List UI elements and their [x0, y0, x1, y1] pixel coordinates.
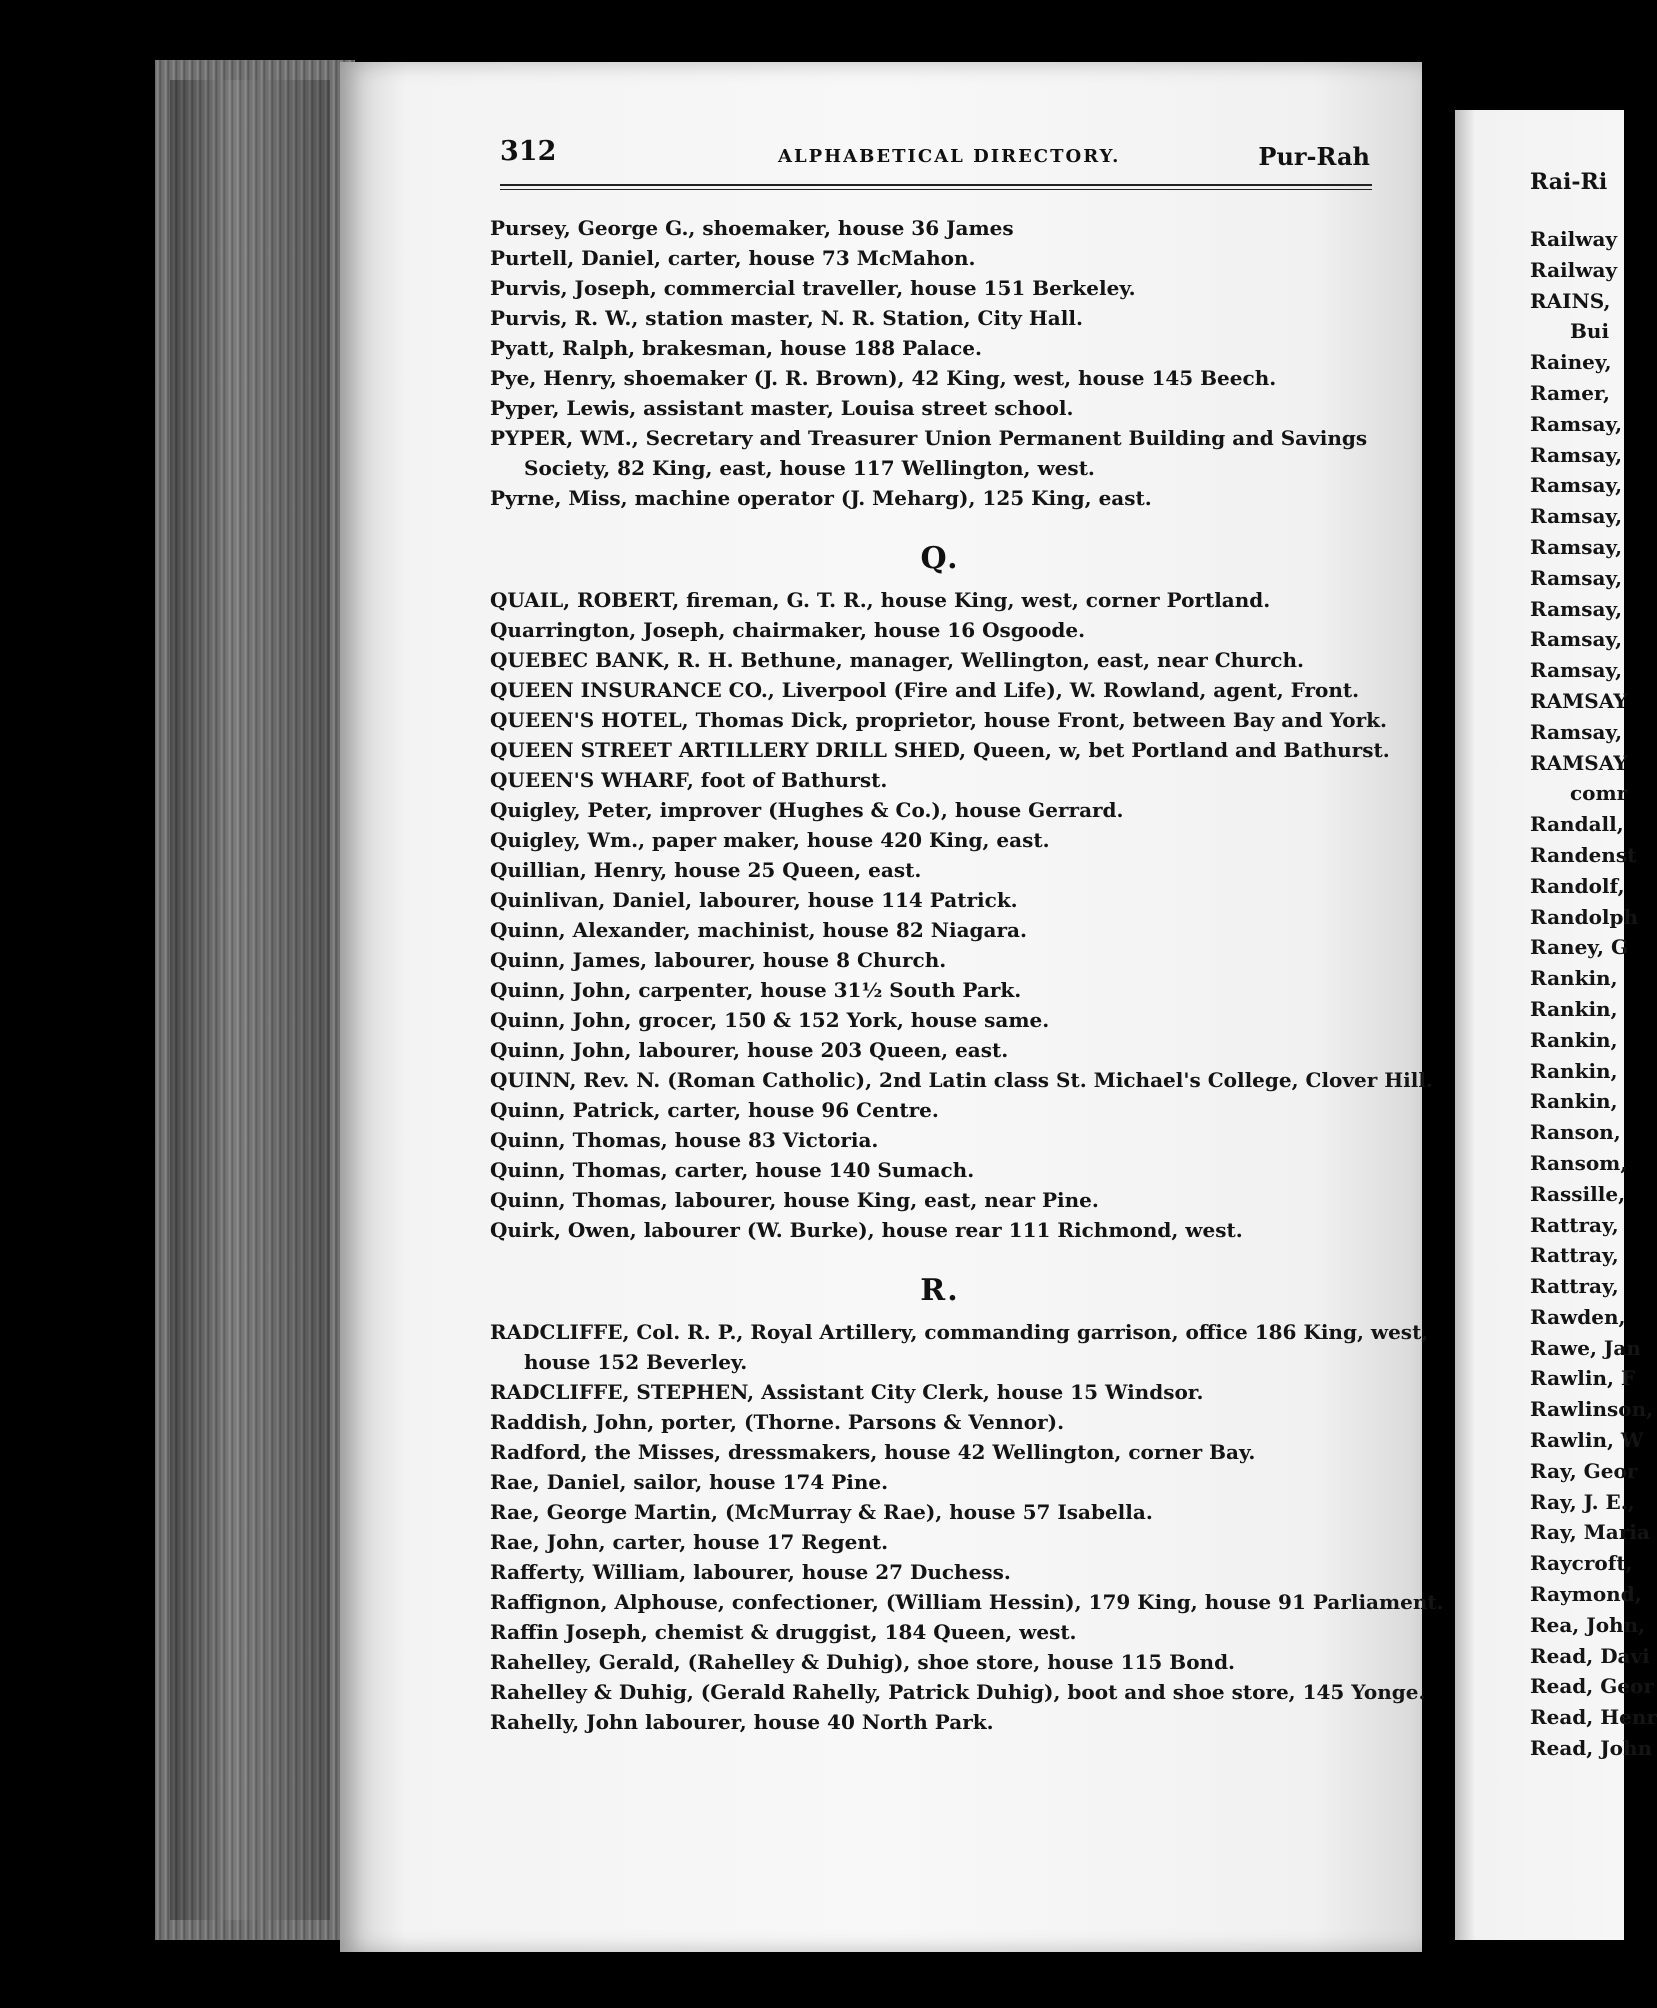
facing-page-entry: Ramsay,: [1530, 504, 1623, 529]
facing-page-entry: Ranson,: [1530, 1120, 1621, 1145]
directory-entry: Rahelly, John labourer, house 40 North Park.: [490, 1710, 994, 1734]
book-edge-shadow: [170, 80, 330, 1920]
directory-entry: Rae, Daniel, sailor, house 174 Pine.: [490, 1470, 889, 1494]
facing-page-entry: Read, Geor: [1530, 1674, 1654, 1699]
facing-page-entry: Ramsay,: [1530, 627, 1623, 652]
section-gap: [490, 1245, 1390, 1265]
directory-entry: Quigley, Wm., paper maker, house 420 King, east.: [490, 828, 1050, 852]
facing-page-entry: Ramsay,: [1530, 534, 1623, 559]
facing-page-entry: Ramsay,: [1530, 596, 1623, 621]
facing-page-entry: Rawlin, W: [1530, 1428, 1644, 1453]
facing-page-entry: Rawden,: [1530, 1304, 1626, 1329]
facing-page-entry: Rankin,: [1530, 1058, 1618, 1083]
directory-entry: Raffin Joseph, chemist & druggist, 184 Queen, west.: [490, 1620, 1077, 1644]
directory-entry: Pyatt, Ralph, brakesman, house 188 Palace.: [490, 336, 982, 360]
facing-page-entry: Ray, Maria: [1530, 1520, 1650, 1545]
facing-page-entry: Rea, John,: [1530, 1612, 1646, 1637]
directory-entry: Society, 82 King, east, house 117 Wellington, west.: [524, 456, 1095, 480]
facing-page-entry: Randall,: [1530, 812, 1624, 837]
directory-entry: Quinn, John, grocer, 150 & 152 York, house same.: [490, 1008, 1050, 1032]
facing-page-entry: Ramsay,: [1530, 442, 1623, 467]
facing-page-entry: Railway: [1530, 227, 1618, 251]
directory-entry: Quigley, Peter, improver (Hughes & Co.), house Gerrard.: [490, 798, 1124, 822]
facing-page-entry: Read, Henr: [1530, 1705, 1657, 1730]
header-rule: [500, 184, 1372, 190]
facing-page-entry: Rankin,: [1530, 1089, 1618, 1114]
directory-entry: Quinn, Patrick, carter, house 96 Centre.: [490, 1098, 939, 1122]
facing-page-entry: Ramsay,: [1530, 658, 1623, 683]
facing-page-entry: Raycroft,: [1530, 1551, 1633, 1576]
directory-entry: Quinlivan, Daniel, labourer, house 114 Patrick.: [490, 888, 1018, 912]
facing-page-entry: Rainey,: [1530, 350, 1612, 375]
directory-entry: Radford, the Misses, dressmakers, house 42 Wellington, corner Bay.: [490, 1440, 1256, 1464]
facing-page-entry: Rankin,: [1530, 996, 1618, 1021]
facing-page-entry: RAINS,: [1530, 288, 1611, 313]
facing-page-entry: Ramsay,: [1530, 473, 1623, 498]
directory-entry: RADCLIFFE, STEPHEN, Assistant City Clerk, house 15 Windsor.: [490, 1380, 1204, 1404]
facing-page-entry: Rattray,: [1530, 1243, 1619, 1268]
facing-page-entry: Raney, G: [1530, 935, 1629, 960]
directory-entry: Purvis, R. W., station master, N. R. Station, City Hall.: [490, 306, 1083, 330]
facing-page-entry: Bui: [1570, 319, 1610, 344]
facing-page-entry: Rattray,: [1530, 1212, 1619, 1237]
directory-entry: Quarrington, Joseph, chairmaker, house 16 Osgoode.: [490, 618, 1086, 642]
facing-page-entry: Ramer,: [1530, 380, 1610, 405]
section-gap: [490, 513, 1390, 533]
facing-page-entry: Rawlin, F: [1530, 1366, 1636, 1391]
directory-entry: RADCLIFFE, Col. R. P., Royal Artillery, commanding garrison, office 186 King, west,: [490, 1320, 1429, 1344]
directory-entries: [490, 213, 1444, 1737]
page-header: [500, 132, 1370, 180]
facing-page-entry: Rassille,: [1530, 1181, 1626, 1206]
directory-entry: Pursey, George G., shoemaker, house 36 James: [490, 216, 1014, 240]
directory-entry: Quinn, Thomas, carter, house 140 Sumach.: [490, 1158, 975, 1182]
directory-entry: house 152 Beverley.: [524, 1350, 748, 1374]
directory-entry: Raddish, John, porter, (Thorne. Parsons & Vennor).: [490, 1410, 1065, 1434]
facing-page-entry: Read, Davi: [1530, 1643, 1650, 1668]
directory-entry: Pyper, Lewis, assistant master, Louisa street school.: [490, 396, 1074, 420]
facing-page-entry: Read, John: [1530, 1736, 1653, 1761]
page-number: 312: [500, 136, 557, 167]
facing-page-entry: Ramsay,: [1530, 719, 1623, 744]
facing-page-items: [1530, 224, 1657, 1764]
facing-page-entry: Rawe, Jan: [1530, 1335, 1641, 1360]
directory-entry: QUEEN INSURANCE CO., Liverpool (Fire and Life), W. Rowland, agent, Front.: [490, 678, 1360, 702]
facing-page-entry: Ransom,: [1530, 1150, 1628, 1175]
directory-entry: Rahelley & Duhig, (Gerald Rahelly, Patrick Duhig), boot and shoe store, 145 Yonge.: [490, 1680, 1426, 1704]
directory-entry: Purtell, Daniel, carter, house 73 McMahon.: [490, 246, 976, 270]
facing-page-entry: Rankin,: [1530, 966, 1618, 991]
facing-page-entry: Ray, Geor: [1530, 1458, 1638, 1483]
directory-entry: Quinn, Thomas, house 83 Victoria.: [490, 1128, 879, 1152]
directory-entry: QUEEN STREET ARTILLERY DRILL SHED, Queen, w, bet Portland and Bathurst.: [490, 738, 1390, 762]
directory-entry: QUEBEC BANK, R. H. Bethune, manager, Wellington, east, near Church.: [490, 648, 1304, 672]
facing-page-header: Rai-Ri: [1530, 169, 1608, 195]
facing-page-entry: Rawlinson,: [1530, 1397, 1654, 1422]
directory-entry: Quirk, Owen, labourer (W. Burke), house rear 111 Richmond, west.: [490, 1218, 1243, 1242]
directory-entry: Rae, George Martin, (McMurray & Rae), house 57 Isabella.: [490, 1500, 1153, 1524]
directory-entry: Rae, John, carter, house 17 Regent.: [490, 1530, 889, 1554]
directory-entry: Quillian, Henry, house 25 Queen, east.: [490, 858, 922, 882]
directory-entry: Pyrne, Miss, machine operator (J. Meharg), 125 King, east.: [490, 486, 1152, 510]
directory-entry: QUEEN'S HOTEL, Thomas Dick, proprietor, house Front, between Bay and York.: [490, 708, 1387, 732]
directory-entry: Quinn, Thomas, labourer, house King, east, near Pine.: [490, 1188, 1099, 1212]
facing-page-entry: Ramsay,: [1530, 565, 1623, 590]
directory-entry: QUINN, Rev. N. (Roman Catholic), 2nd Latin class St. Michael's College, Clover Hill.: [490, 1068, 1433, 1092]
facing-page-column: [1530, 160, 1657, 1764]
directory-entry: Rahelley, Gerald, (Rahelley & Duhig), shoe store, house 115 Bond.: [490, 1650, 1236, 1674]
facing-page-entry: Randolph: [1530, 904, 1639, 929]
section-letter-heading: R.: [920, 1273, 960, 1308]
directory-entry: QUEEN'S WHARF, foot of Bathurst.: [490, 768, 888, 792]
directory-entry: Quinn, James, labourer, house 8 Church.: [490, 948, 947, 972]
facing-page-entry: Randenst: [1530, 842, 1637, 867]
facing-page-entry: Raymond,: [1530, 1582, 1642, 1607]
facing-page-entry: Railway: [1530, 257, 1618, 282]
facing-page-entry: Rankin,: [1530, 1027, 1618, 1052]
section-letter-heading: Q.: [920, 541, 960, 576]
facing-page-entry: Randolf,: [1530, 873, 1625, 898]
facing-page-entry: comr: [1570, 781, 1628, 806]
alphabetical-range: Pur-Rah: [1258, 142, 1370, 171]
directory-entry: PYPER, WM., Secretary and Treasurer Union Permanent Building and Savings: [490, 426, 1368, 450]
facing-page-entry: Ramsay,: [1530, 411, 1623, 436]
directory-entry: Quinn, John, labourer, house 203 Queen, east.: [490, 1038, 1009, 1062]
directory-entry: QUAIL, ROBERT, fireman, G. T. R., house King, west, corner Portland.: [490, 588, 1271, 612]
facing-page-entry: RAMSAY: [1530, 750, 1628, 775]
facing-page-entry: Rattray,: [1530, 1274, 1619, 1299]
directory-entry: Quinn, John, carpenter, house 31½ South Park.: [490, 978, 1022, 1002]
directory-entry: Rafferty, William, labourer, house 27 Duchess.: [490, 1560, 1011, 1584]
running-title: ALPHABETICAL DIRECTORY.: [778, 146, 1121, 167]
facing-page-entry: RAMSAY: [1530, 688, 1628, 713]
facing-page-entry: Ray, J. E.,: [1530, 1489, 1635, 1514]
directory-entry: Pye, Henry, shoemaker (J. R. Brown), 42 King, west, house 145 Beech.: [490, 366, 1277, 390]
directory-entry: Purvis, Joseph, commercial traveller, house 151 Berkeley.: [490, 276, 1136, 300]
directory-entry: Raffignon, Alphouse, confectioner, (William Hessin), 179 King, house 91 Parliament.: [490, 1590, 1444, 1614]
directory-entry: Quinn, Alexander, machinist, house 82 Niagara.: [490, 918, 1027, 942]
